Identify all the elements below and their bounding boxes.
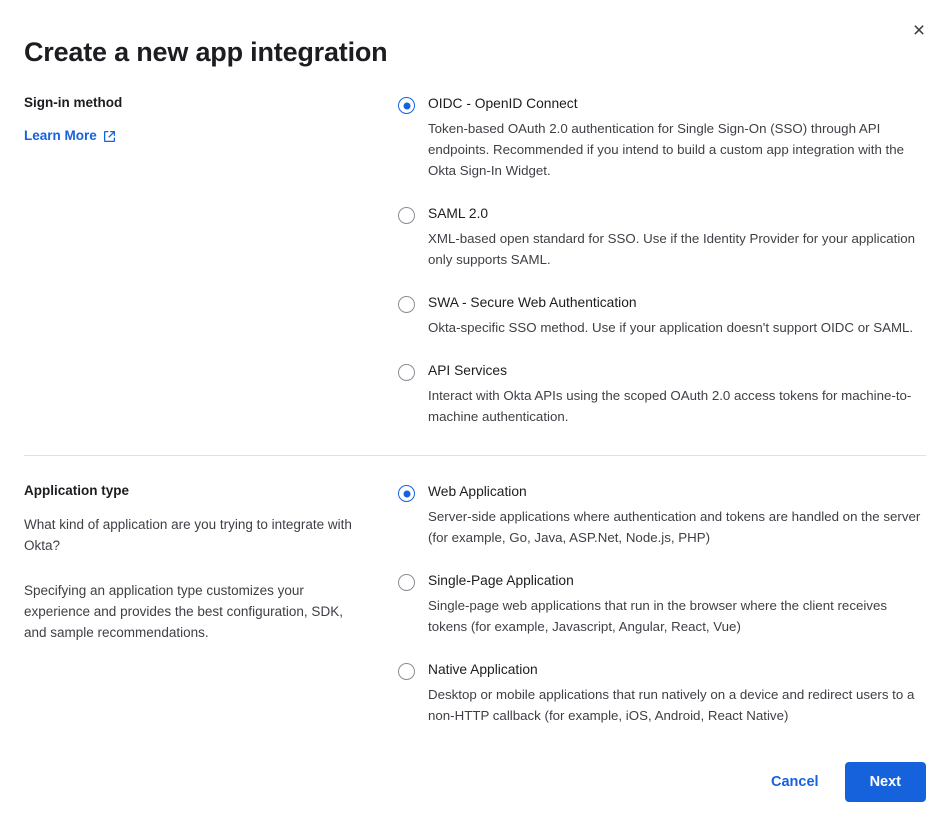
radio-option-description: Desktop or mobile applications that run natively on a device and redirect users to a non-HTTP callback (for example, iOS, Android, React Native) <box>428 686 915 723</box>
radio-option-api-services[interactable] <box>398 362 926 427</box>
radio-icon[interactable] <box>398 485 415 502</box>
radio-option-single-page-application[interactable] <box>398 572 926 637</box>
learn-more-label: Learn More <box>24 128 97 144</box>
application-type-helper-1: What kind of application are you trying to integrate with Okta? <box>24 516 352 553</box>
radio-option-title: Native Application <box>428 661 538 677</box>
radio-option-description: Token-based OAuth 2.0 authentication for Single Sign-On (SSO) through API endpoints. Recommended if you intend to build a custom app integration with the Okta Sign-In Widget. <box>428 121 905 179</box>
radio-option-title: API Services <box>428 363 507 379</box>
radio-option-description: XML-based open standard for SSO. Use if the Identity Provider for your application only supports SAML. <box>428 231 916 268</box>
next-button[interactable]: Next <box>845 762 926 802</box>
radio-option-title: OIDC - OpenID Connect <box>428 96 578 112</box>
dialog-footer <box>0 756 950 830</box>
radio-option-swa[interactable] <box>398 294 926 338</box>
radio-option-saml[interactable] <box>398 205 926 270</box>
learn-more-link[interactable] <box>24 128 116 143</box>
radio-icon[interactable] <box>398 296 415 313</box>
radio-option-oidc[interactable] <box>398 95 926 181</box>
sign-in-method-label: Sign-in method <box>24 95 123 111</box>
radio-icon[interactable] <box>398 574 415 591</box>
sign-in-method-options <box>398 94 926 427</box>
radio-option-title: SWA - Secure Web Authentication <box>428 295 637 311</box>
radio-icon[interactable] <box>398 364 415 381</box>
close-icon[interactable]: × <box>906 18 932 44</box>
radio-option-description: Okta-specific SSO method. Use if your application doesn't support OIDC or SAML. <box>428 320 914 336</box>
radio-option-description: Server-side applications where authentication and tokens are handled on the server (for example, Go, Java, ASP.Net, Node.js, PHP) <box>428 509 921 545</box>
sign-in-method-section <box>0 68 950 427</box>
radio-option-description: Interact with Okta APIs using the scoped OAuth 2.0 access tokens for machine-to-machine authentication. <box>428 388 912 425</box>
radio-option-description: Single-page web applications that run in the browser where the client receives tokens (for example, Javascript, Angular, React, Vue) <box>428 597 888 634</box>
cancel-button[interactable]: Cancel <box>763 764 827 800</box>
page-title: Create a new app integration <box>24 37 388 67</box>
radio-option-title: Single-Page Application <box>428 573 574 588</box>
external-link-icon <box>103 130 116 143</box>
radio-option-title: SAML 2.0 <box>428 206 489 222</box>
radio-icon[interactable] <box>398 663 415 680</box>
radio-icon[interactable] <box>398 207 415 224</box>
radio-icon[interactable] <box>398 97 415 114</box>
application-type-helper-2: Specifying an application type customizes your experience and provides the best configuration, SDK, and sample recommendations. <box>24 582 343 640</box>
radio-option-title: Web Application <box>428 484 527 500</box>
application-type-info <box>24 482 398 726</box>
application-type-section <box>0 456 950 726</box>
radio-option-native-application[interactable] <box>398 661 926 726</box>
application-type-label: Application type <box>24 483 130 499</box>
radio-option-web-application[interactable] <box>398 483 926 548</box>
application-type-options <box>398 482 926 726</box>
sign-in-method-info <box>24 94 398 427</box>
